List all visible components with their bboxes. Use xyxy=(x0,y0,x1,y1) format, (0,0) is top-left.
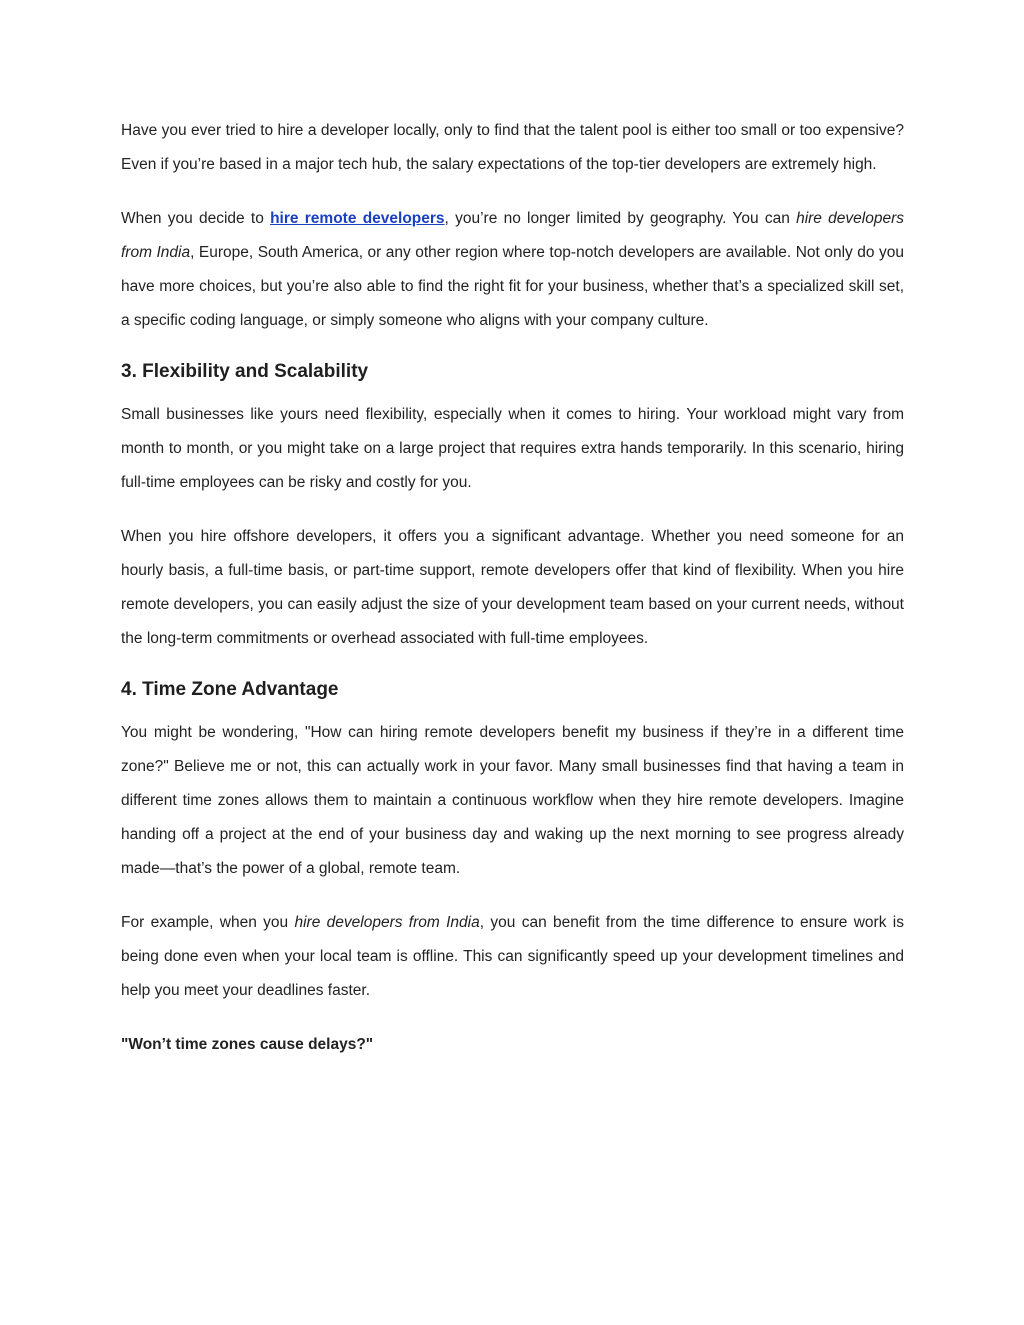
document-page xyxy=(121,114,904,1082)
paragraph-flexibility: Small businesses like yours need flexibility, especially when it comes to hiring. Your workload might vary from month to month, or you might take on a large project that requires extra hands temporarily. In this scenario, hiring full-time employees can be risky and costly for you. xyxy=(121,406,904,491)
paragraph-offshore: When you hire offshore developers, it offers you a significant advantage. Whether you need someone for an hourly basis, a full-time basis, or part-time support, remote developers offer that kind of flexibility. When you hire remote developers, you can easily adjust the size of your development team based on your current needs, without the long-term commitments or overhead associated with full-time employees. xyxy=(121,528,904,647)
text-segment: When you decide to xyxy=(121,210,271,227)
text-segment: , you can benefit from the time difference to ensure work is being done even when your local team is offline. This can significantly speed up your development timelines and help you meet your deadlines faster. xyxy=(121,914,904,999)
paragraph-example xyxy=(121,906,904,1008)
emphasis-text: hire developers from India xyxy=(121,210,905,261)
text-segment: , Europe, South America, or any other region where top-notch developers are available. Not only do you have more choices, but you’re also able to find the right fit for your business, whether that’s a specialized skill set, a specific coding language, or simply someone who aligns with your company culture. xyxy=(121,244,904,329)
question-heading: "Won’t time zones cause delays?" xyxy=(121,1036,374,1053)
text-segment: , you’re no longer limited by geography. You can xyxy=(444,210,797,227)
emphasis-text: hire developers from India xyxy=(294,914,480,931)
text-segment: For example, when you xyxy=(121,914,295,931)
paragraph-talent-pool: Have you ever tried to hire a developer locally, only to find that the talent pool is either too small or too expensive? Even if you’re based in a major tech hub, the salary expectations of the top-tier developers are extremely high. xyxy=(121,122,904,173)
heading-flexibility: 3. Flexibility and Scalability xyxy=(121,361,369,382)
hire-remote-developers-link[interactable]: hire remote developers xyxy=(270,210,445,227)
heading-time-zone: 4. Time Zone Advantage xyxy=(121,679,339,700)
paragraph-time-zone: You might be wondering, "How can hiring remote developers benefit my business if they’re in a different time zone?" Believe me or not, this can actually work in your favor. Many small businesses find that having a team in different time zones allows them to maintain a continuous workflow when they hire remote developers. Imagine handing off a project at the end of your business day and waking up the next morning to see progress already made—that’s the power of a global, remote team. xyxy=(121,724,904,877)
paragraph-hire-remote xyxy=(121,202,904,338)
